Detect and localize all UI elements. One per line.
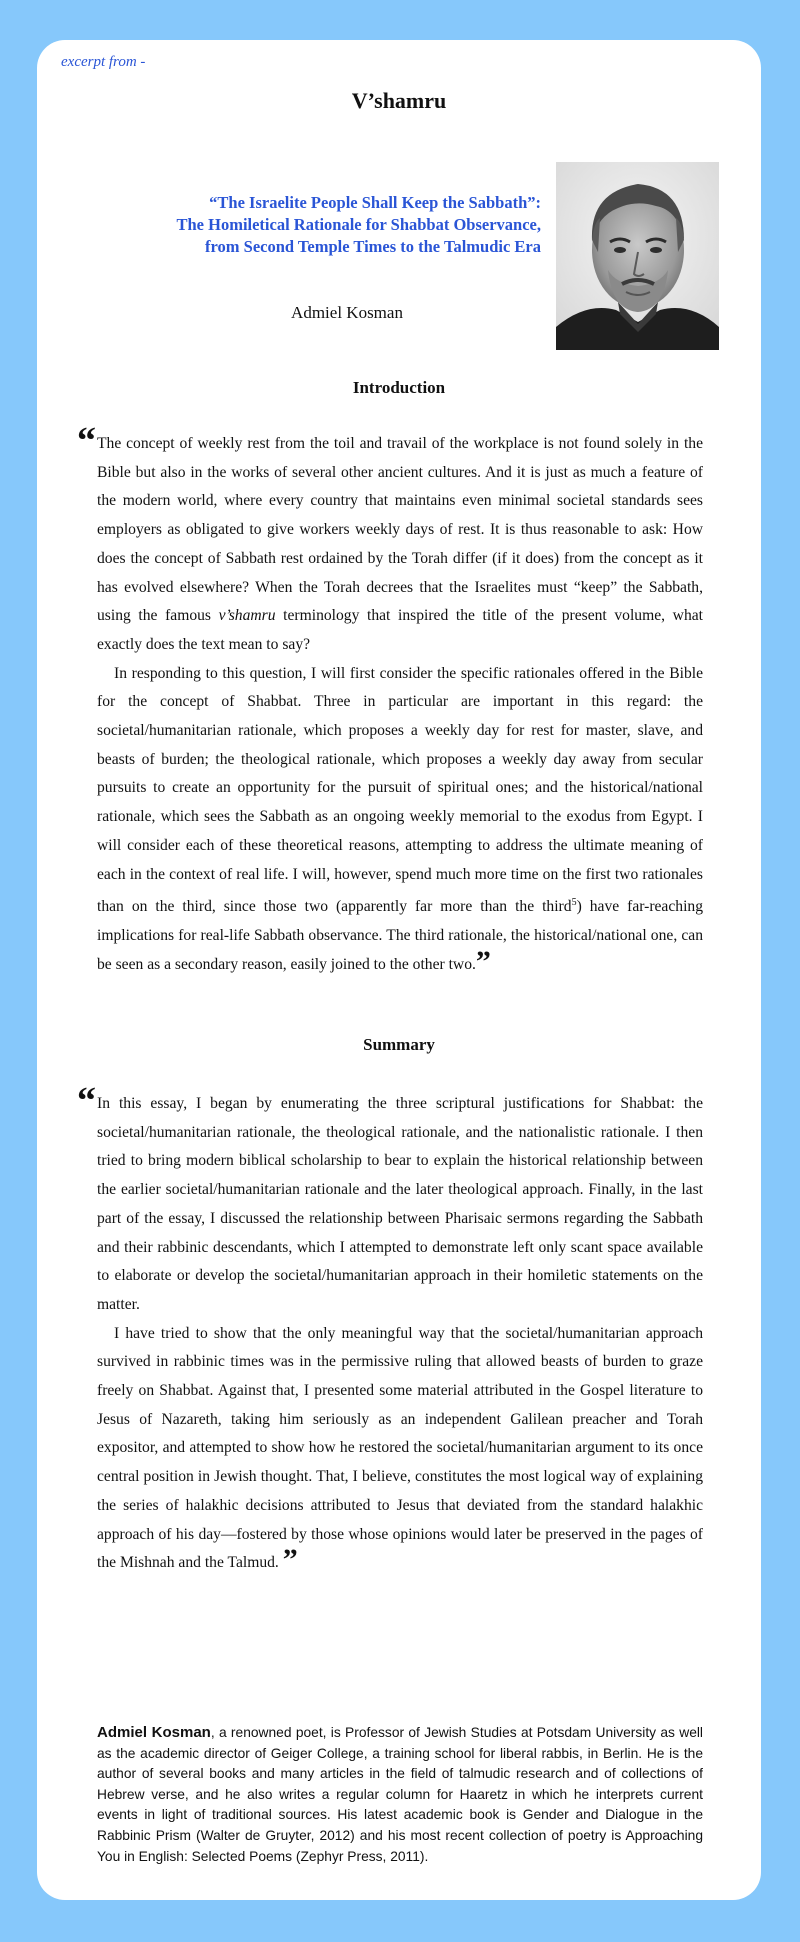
summary-heading: Summary xyxy=(363,1035,435,1054)
footnote-marker: 5 xyxy=(571,897,577,909)
bio-text: , a renowned poet, is Professor of Jewish Studies at Potsdam University as well as the academic director of Geiger College, a training school for liberal rabbis, in Berlin. He is the author of several books and many articles in the field of talmudic research and of collections of Hebrew verse, and he also writes a regular column for Haaretz in which he interprets current events in light of traditional sources. His latest academic book is Gender and Dialogue in the Rabbinic Prism (Walter de Gruyter, 2012) and his most recent collection of poetry is Approaching You in English: Selected Poems (Zephyr Press, 2011). xyxy=(97,1725,703,1864)
introduction-heading: Introduction xyxy=(352,378,446,397)
open-quote-mark: “ xyxy=(77,1080,96,1122)
paragraph-text: ) have far-reaching implications for real-life Sabbath observance. The third rationale, the historical/national one, can be seen as a secondary reason, easily joined to the other two. xyxy=(97,898,704,973)
open-quote-mark: “ xyxy=(77,420,96,462)
introduction-paragraph xyxy=(97,660,703,980)
summary-paragraph xyxy=(97,1320,703,1578)
introduction-excerpt xyxy=(77,420,704,980)
introduction-paragraph xyxy=(97,430,703,660)
essay-title-line: from Second Temple Times to the Talmudic Era xyxy=(205,237,541,256)
paragraph-text: terminology that inspired the title of the present volume, what exactly does the text mean to say? xyxy=(97,607,703,653)
summary-excerpt xyxy=(77,1080,703,1578)
essay-title-line: The Homiletical Rationale for Shabbat Observance, xyxy=(176,215,541,234)
excerpt-label: excerpt from - xyxy=(61,54,146,70)
close-quote-mark: ” xyxy=(475,944,491,978)
paragraph-text: In responding to this question, I will first consider the specific rationales offered in the Bible for the concept of Shabbat. Three in particular are important in this regard: the societal/humanitarian rationale, which proposes a weekly day for rest for master, slave, and beasts of burden; the theological rationale, which proposes a weekly day away from secular pursuits to create an opportunity for the pursuit of spiritual ones; and the historical/national rationale, which sees the Sabbath as an ongoing weekly memorial to the exodus from Egypt. I will consider each of these theoretical reasons, attempting to address the ultimate meaning of each in the context of real life. I will, however, spend much more time on the first two rationales than on the third, since those two (apparently far more than the third xyxy=(97,664,703,916)
essay-title xyxy=(121,192,541,258)
author-photo xyxy=(556,162,719,350)
paragraph-text: I have tried to show that the only meaningful way that the societal/humanitarian approach survived in rabbinic times was in the permissive ruling that allowed beasts of burden to graze freely on Shabbat. Against that, I presented some material attributed in the Gospel literature to Jesus of Nazareth, taking him seriously as an independent Galilean preacher and Torah expositor, and attempted to show how he restored the societal/humanitarian argument to its once central position in Jewish thought. That, I believe, constitutes the most logical way of explaining the series of halakhic decisions attributed to Jesus that deviated from the standard halakhic approach of his day—fostered by those whose opinions would later be preserved in the pages of the Mishnah and the Talmud. xyxy=(97,1324,703,1572)
essay-title-line: “The Israelite People Shall Keep the Sabbath”: xyxy=(209,193,541,212)
author-bio xyxy=(97,1723,703,1867)
author-portrait-image xyxy=(556,162,719,350)
italic-term: v’shamru xyxy=(218,607,276,625)
paragraph-text: The concept of weekly rest from the toil and travail of the workplace is not found solely in the Bible but also in the works of several other ancient cultures. And it is just as much a feature of the modern world, where every country that maintains even minimal societal standards sees employers as obligated to give workers weekly days of rest. It is thus reasonable to ask: How does the concept of Sabbath rest ordained by the Torah differ (if it does) from the concept as it has evolved elsewhere? When the Torah decrees that the Israelites must “keep” the Sabbath, using the famous xyxy=(97,435,703,625)
paragraph-text: In this essay, I began by enumerating the three scriptural justifications for Shabbat: the societal/humanitarian rationale, the theological rationale, and the nationalistic rationale. I then tried to bring modern biblical scholarship to bear to explain the historical relationship between the earlier societal/humanitarian rationale and the later theological approach. Finally, in the last part of the essay, I discussed the relationship between Pharisaic sermons regarding the Sabbath and their rabbinic descendants, which I attempted to demonstrate left only scant space available to elaborate or develop the societal/humanitarian approach in their homiletic statements on the matter. xyxy=(97,1095,703,1313)
content-card xyxy=(37,40,761,1900)
book-title: V’shamru xyxy=(351,88,447,113)
essay-author: Admiel Kosman xyxy=(291,303,403,322)
close-quote-mark: ” xyxy=(282,1543,298,1577)
bio-author-name: Admiel Kosman xyxy=(97,1724,211,1741)
summary-paragraph xyxy=(97,1090,703,1320)
